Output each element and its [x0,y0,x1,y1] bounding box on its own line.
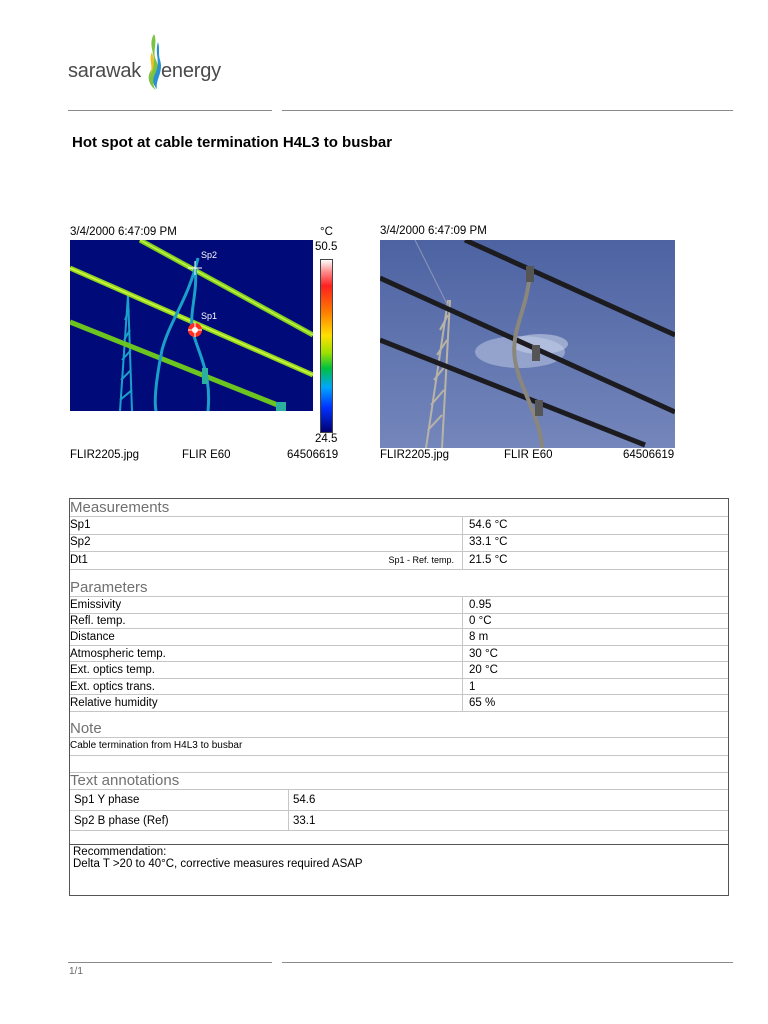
ir-unit: °C [320,226,333,238]
table-row [70,646,728,662]
row-label: Emissivity [70,599,122,611]
row-label: Sp1 [70,519,91,531]
section-parameters: Parameters [70,579,148,596]
ir-serial: 64506619 [287,449,339,461]
table-row [70,552,728,570]
row-value: 0.95 [469,599,492,611]
ir-scale-min: 24.5 [315,433,338,445]
annotation-value: 54.6 [293,794,316,806]
row-value: 8 m [469,631,489,643]
note-text: Cable termination from H4L3 to busbar [70,740,243,751]
row-label: Distance [70,631,115,643]
section-note: Note [70,720,102,737]
row-value: 54.6 °C [469,519,508,531]
visual-camera: FLIR E60 [504,449,553,461]
annotation-label: Sp1 Y phase [74,794,140,806]
note-blank-row [70,755,728,773]
annotation-row [70,789,728,810]
ir-scale-max: 50.5 [315,241,338,253]
header-rule-right [282,110,733,111]
row-label: Ext. optics trans. [70,681,156,693]
row-label: Sp2 [70,536,91,548]
row-label: Relative humidity [70,697,158,709]
row-value: 21.5 °C [469,554,508,566]
footer-rule-left [68,962,272,963]
footer-rule-right [282,962,733,963]
visual-photo [380,240,675,448]
row-value: 20 °C [469,664,498,676]
spot2-label: Sp2 [201,250,218,260]
table-row [70,534,728,552]
temperature-colorbar [320,259,333,433]
report-title: Hot spot at cable termination H4L3 to busbar [72,134,393,151]
row-value: 0 °C [469,615,492,627]
header-rule-left [68,110,272,111]
table-row [70,679,728,695]
company-logo [68,30,248,94]
note-row [70,737,728,756]
ir-camera: FLIR E60 [182,449,231,461]
logo-text-right: energy [161,60,221,82]
row-label: Dt1 [70,554,88,566]
page-number: 1/1 [69,966,83,977]
table-row [70,516,728,535]
recommendation-text: Delta T >20 to 40°C, corrective measures required ASAP [73,858,363,870]
recommendation-heading: Recommendation: [73,846,167,858]
logo-text-left: sarawak [68,60,142,82]
row-value: 1 [469,681,476,693]
visual-filename: FLIR2205.jpg [380,449,450,461]
section-measurements: Measurements [70,499,170,516]
annotation-value: 33.1 [293,815,316,827]
annotation-row [70,810,728,831]
table-row [70,596,728,614]
recommendation-box [70,844,728,870]
annotation-label: Sp2 B phase (Ref) [74,815,169,827]
thermal-image [70,240,313,411]
ir-filename: FLIR2205.jpg [70,449,140,461]
measurement-table [69,498,729,896]
table-row [70,662,728,679]
row-value: 33.1 °C [469,536,508,548]
row-label: Ext. optics temp. [70,664,156,676]
visual-timestamp: 3/4/2000 6:47:09 PM [380,225,487,237]
spot1-label: Sp1 [201,311,218,321]
table-row [70,695,728,712]
row-label: Atmospheric temp. [70,648,166,660]
row-sublabel: Sp1 - Ref. temp. [388,555,454,565]
visual-serial: 64506619 [623,449,675,461]
table-row [70,629,728,646]
ir-timestamp: 3/4/2000 6:47:09 PM [70,226,177,238]
table-row [70,613,728,629]
row-label: Refl. temp. [70,615,126,627]
section-text-annotations: Text annotations [70,772,180,789]
row-value: 65 % [469,697,496,709]
row-value: 30 °C [469,648,498,660]
